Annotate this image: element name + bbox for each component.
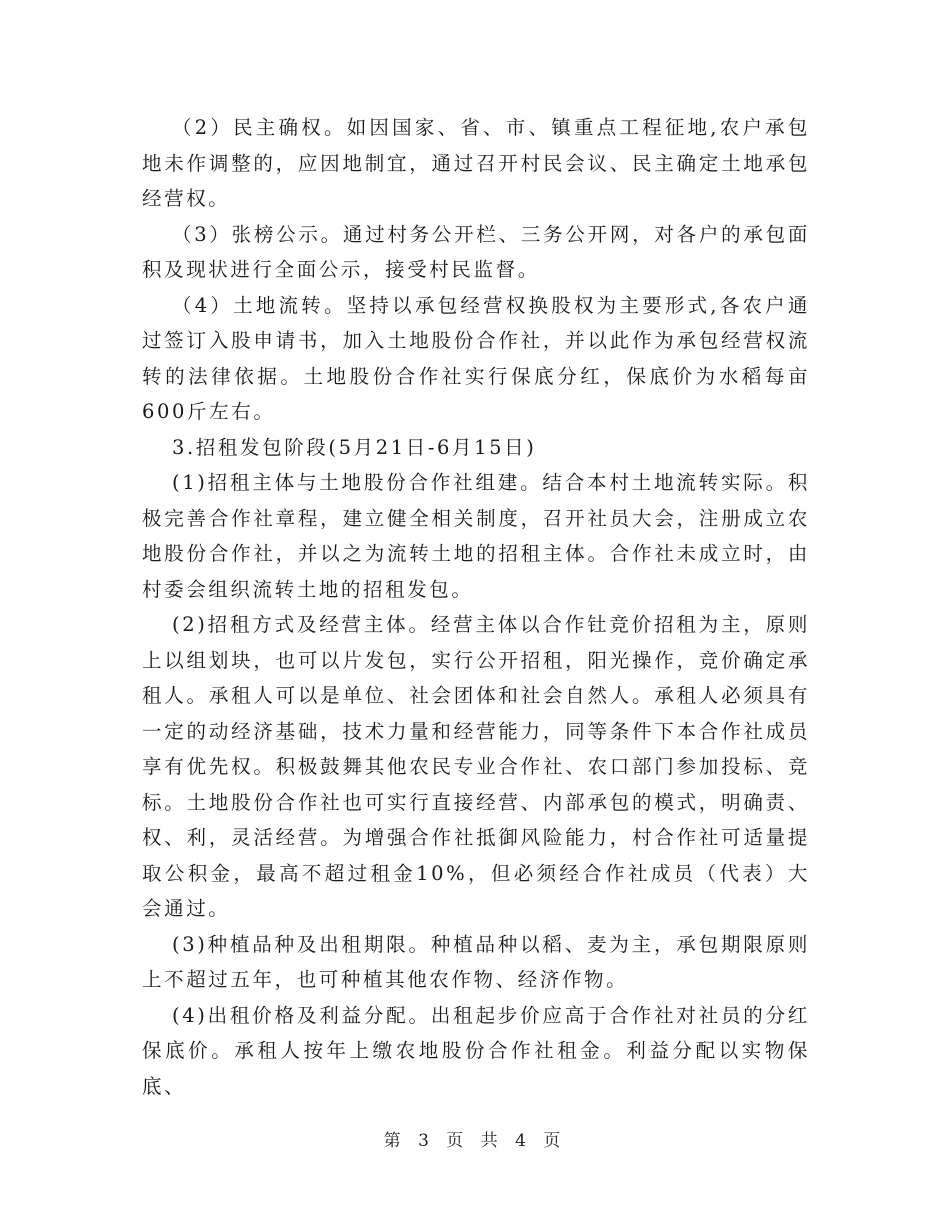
paragraph-land-transfer: （4）土地流转。坚持以承包经营权换股权为主要形式,各农户通过签订入股申请书，加入土地股份合作社，并以此作为承包经营权流转的法律依据。土地股份合作社实行保底分红，保底价为水稻每亩600斤左右。 bbox=[142, 293, 810, 423]
section-heading-tendering-stage: 3.招租发包阶段(5月21日-6月15日) bbox=[172, 435, 537, 459]
paragraph-rent-price: (4)出租价格及利益分配。出租起步价应高于合作社对社员的分红保底价。承租人按年上缴农地股份合作社租金。利益分配以实物保底、 bbox=[142, 1003, 810, 1098]
paragraph-tender-subject: (1)招租主体与土地股份合作社组建。结合本村土地流转实际。积极完善合作社章程，建立健全相关制度，召开社员大会，注册成立农地股份合作社，并以之为流转土地的招租主体。合作社未成立时，由村委会组织流转土地的招租发包。 bbox=[142, 471, 810, 601]
paragraph-tender-method: (2)招租方式及经营主体。经营主体以合作钍竞价招租为主，原则上以组划块，也可以片发包，实行公开招租，阳光操作，竞价确定承租人。承租人可以是单位、社会团体和社会自然人。承租人必须具有一定的动经济基础，技术力量和经营能力，同等条件下本合作社成员享有优先权。积极鼓舞其他农民专业合作社、农口部门参加投标、竞标。土地股份合作社也可实行直接经营、内部承包的模式，明确责、权、利，灵活经营。为增强合作社抵御风险能力，村合作社可适量提取公积金，最高不超过租金10%，但必须经合作社成员（代表）大会通过。 bbox=[142, 613, 810, 920]
page-number-footer: 第 3 页 共 4 页 bbox=[383, 1131, 567, 1151]
paragraph-democratic-confirmation: （2）民主确权。如因国家、省、市、镇重点工程征地,农户承包地未作调整的，应因地制宜，通过召开村民会议、民主确定土地承包经营权。 bbox=[142, 116, 810, 210]
paragraph-crop-varieties: (3)种植品种及出租期限。种植品种以稻、麦为主，承包期限原则上不超过五年，也可种植其他农作物、经济作物。 bbox=[142, 932, 810, 991]
paragraph-public-notice: （3）张榜公示。通过村务公开栏、三务公开网，对各户的承包面积及现状进行全面公示，接受村民监督。 bbox=[142, 222, 810, 281]
document-body bbox=[142, 110, 810, 1104]
